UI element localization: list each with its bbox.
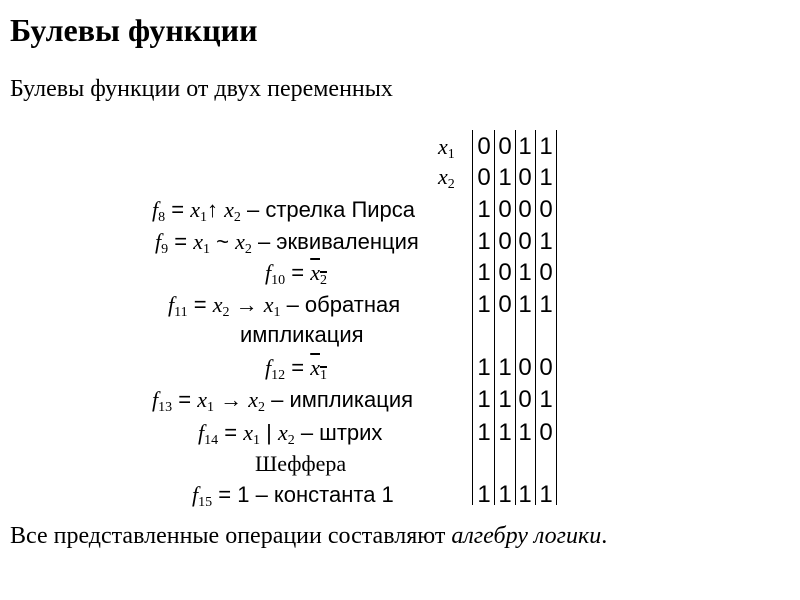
truth-cell: 0 [498, 133, 512, 160]
truth-cell: 1 [498, 419, 512, 446]
truth-cell: 1 [477, 291, 491, 318]
page-title: Булевы функции [10, 12, 258, 48]
truth-cell: 1 [518, 481, 532, 508]
truth-cell: 1 [477, 386, 491, 413]
truth-row-f8 [472, 195, 562, 225]
truth-cell: 0 [518, 196, 532, 223]
truth-cell: 0 [498, 291, 512, 318]
summary-emphasis: алгебру логики [451, 523, 602, 549]
truth-cell: 1 [498, 164, 512, 191]
truth-cell: 0 [539, 196, 553, 223]
summary-text: Все представленные операции составляют алгебру логики. [10, 523, 608, 549]
truth-cell: 1 [477, 196, 491, 223]
truth-cell: 1 [477, 228, 491, 255]
function-label-f14: $f_{14} = x_1$ | $x_2$ – штрих [198, 420, 383, 448]
truth-row-f13 [472, 385, 562, 415]
truth-cell: 1 [477, 259, 491, 286]
truth-cell: 1 [518, 259, 532, 286]
truth-cell: 0 [477, 133, 491, 160]
truth-row-f14 [472, 418, 562, 448]
function-label-f9: $f_9 = x_1$ ~ $x_2$ – эквиваленция [155, 229, 419, 257]
truth-row-f15 [472, 480, 562, 510]
truth-cell: 0 [477, 164, 491, 191]
truth-cell: 1 [498, 386, 512, 413]
truth-cell: 1 [477, 354, 491, 381]
truth-row-f12 [472, 353, 562, 383]
truth-cell: 1 [539, 481, 553, 508]
truth-cell: 1 [518, 133, 532, 160]
truth-cell: 1 [539, 228, 553, 255]
function-label-f12: $f_{12} = x_1$ [265, 355, 327, 383]
truth-row-f11 [472, 290, 562, 320]
function-label-f11-cont: импликация [240, 322, 364, 347]
truth-cell: 0 [539, 354, 553, 381]
truth-cell: 0 [498, 228, 512, 255]
truth-cell: 1 [539, 133, 553, 160]
truth-cell: 1 [498, 481, 512, 508]
truth-cell: 0 [518, 386, 532, 413]
truth-cell: 0 [498, 196, 512, 223]
page-subtitle: Булевы функции от двух переменных [10, 76, 393, 102]
truth-cell: 0 [518, 354, 532, 381]
truth-cell: 1 [477, 419, 491, 446]
truth-row-f9 [472, 227, 562, 257]
truth-cell: 1 [498, 354, 512, 381]
truth-cell: 1 [539, 291, 553, 318]
truth-cell: 1 [477, 481, 491, 508]
header-label-x1: $x_1$ [438, 134, 455, 162]
header-label-x2: $x_2$ [438, 164, 455, 192]
function-label-f10: $f_{10} = x_2$ [265, 260, 327, 288]
function-label-f13: $f_{13} = x_1 \to x_2$ – импликация [152, 387, 414, 415]
truth-cell: 1 [539, 164, 553, 191]
truth-cell: 0 [498, 259, 512, 286]
function-label-f14-cont: Шеффера [255, 451, 347, 476]
truth-cell: 1 [518, 291, 532, 318]
truth-cell: 0 [518, 164, 532, 191]
function-label-f8: $f_8$ = $x_1↑$ $x_2$ – стрелка Пирса [152, 197, 416, 225]
truth-cell: 0 [539, 419, 553, 446]
truth-row-f10 [472, 258, 562, 288]
truth-row-x2 [472, 163, 562, 193]
truth-cell: 0 [518, 228, 532, 255]
truth-cell: 1 [518, 419, 532, 446]
truth-cell: 1 [539, 386, 553, 413]
function-label-f15: $f_{15} = 1$ – константа 1 [192, 482, 394, 510]
truth-cell: 0 [539, 259, 553, 286]
truth-row-x1 [472, 132, 562, 162]
function-label-f11: $f_{11} = x_2 \to x_1$ – обратная [168, 292, 401, 320]
